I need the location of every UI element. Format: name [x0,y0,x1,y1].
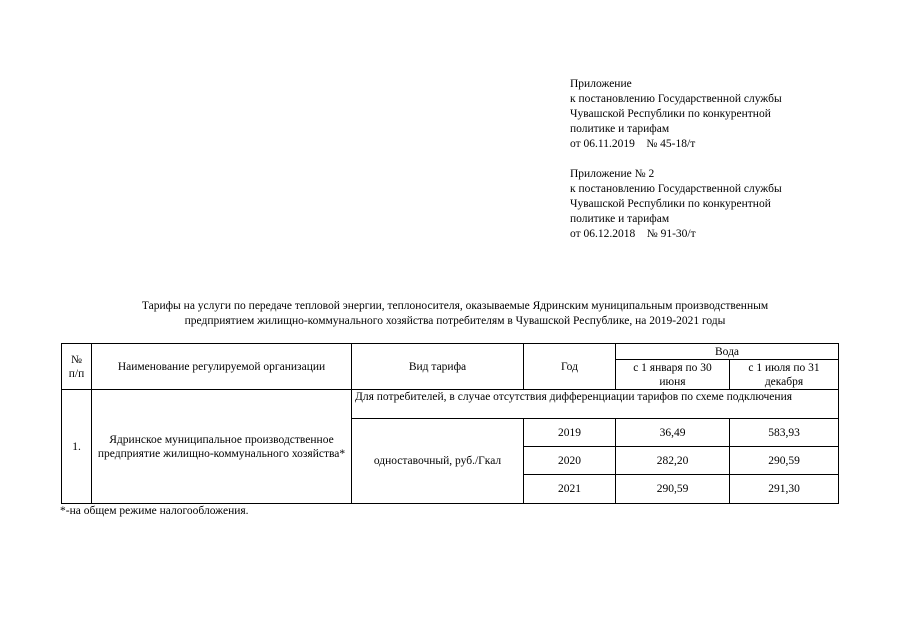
header-organization: Наименование регулируемой организации [92,344,352,390]
annex-line: от 06.11.2019 № 45-18/т [570,138,696,150]
year-cell: 2021 [524,475,616,504]
title-line: Тарифы на услуги по передаче тепловой энергии, теплоносителя, оказываемые Ядринским муниципальным производственным [141,300,769,312]
annex-line: Приложение № 2 [570,168,655,180]
footnote: *-на общем режиме налогообложения. [60,505,249,517]
tariffs-table [61,343,839,504]
tariff-value: 291,30 [730,475,839,504]
header-period-1: с 1 января по 30 июня [616,360,730,390]
annex-header-2 [570,167,850,242]
annex-line: политике и тарифам [570,213,670,225]
tariff-value: 282,20 [616,447,730,475]
tariff-value: 36,49 [616,419,730,447]
title-line: предприятием жилищно-коммунального хозяйства потребителям в Чувашской Республике, на 2019-2021 годы [184,315,726,327]
tariff-value: 290,59 [730,447,839,475]
row-num: 1. [62,390,92,504]
year-cell: 2020 [524,447,616,475]
annex-line: политике и тарифам [570,123,670,135]
organization-name: Ядринское муниципальное производственное предприятие жилищно-коммунального хозяйства* [92,390,352,504]
tariff-type: одноставочный, руб./Гкал [352,419,524,504]
tariff-value: 290,59 [616,475,730,504]
annex-line: к постановлению Государственной службы [570,183,782,195]
header-num: № п/п [62,344,92,390]
year-cell: 2019 [524,419,616,447]
annex-line: от 06.12.2018 № 91-30/т [570,228,696,240]
header-tariff-type: Вид тарифа [352,344,524,390]
annex-line: Чувашской Республики по конкурентной [570,198,771,210]
annex-line: к постановлению Государственной службы [570,93,782,105]
consumer-subheader: Для потребителей, в случае отсутствия дифференциации тарифов по схеме подключения [352,390,839,419]
header-water: Вода [616,344,839,360]
annex-line: Чувашской Республики по конкурентной [570,108,771,120]
header-period-2: с 1 июля по 31 декабря [730,360,839,390]
header-year: Год [524,344,616,390]
annex-line: Приложение [570,78,632,90]
document-title [60,299,850,329]
tariff-value: 583,93 [730,419,839,447]
annex-header-1 [570,77,850,152]
